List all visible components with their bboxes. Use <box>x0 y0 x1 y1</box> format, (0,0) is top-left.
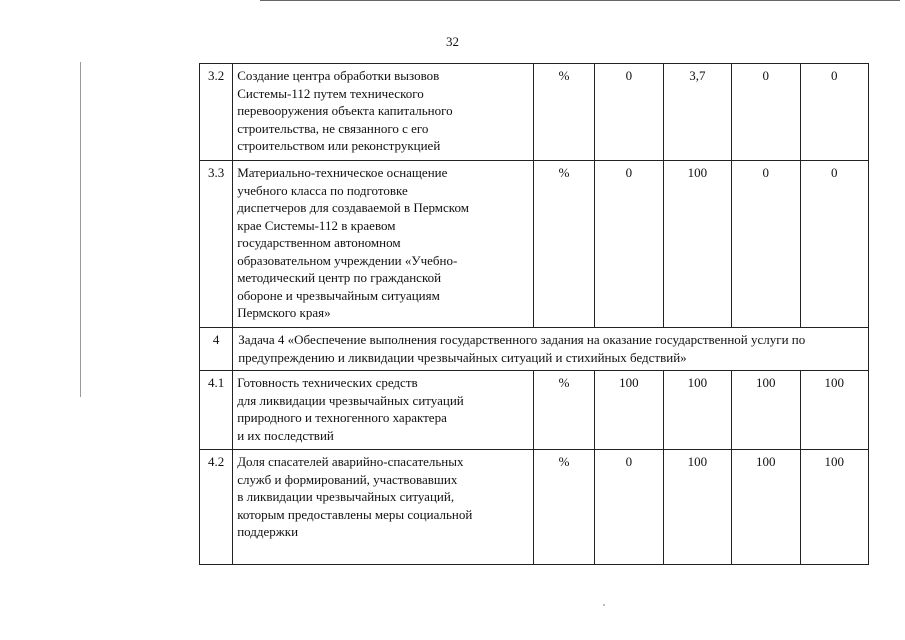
value-cell-3: 100 <box>732 371 800 450</box>
unit-cell: % <box>533 64 594 161</box>
page-number: 32 <box>446 34 459 49</box>
value-cell-2: 100 <box>663 161 731 328</box>
value-cell-2: 100 <box>663 450 731 565</box>
value-cell-1: 0 <box>595 161 663 328</box>
task-number: 4 <box>200 328 233 371</box>
scan-top-edge <box>260 0 900 1</box>
indicator-name: Доля спасателей аварийно-спасательных служб и формирований, участвовавших в ликвидации чрезвычайных ситуаций, которым предоставлены меры социальной поддержки <box>233 450 534 565</box>
scan-margin-line <box>80 62 81 397</box>
value-cell-3: 0 <box>732 64 800 161</box>
table-row <box>200 450 869 565</box>
value-cell-4: 100 <box>800 371 868 450</box>
task-row <box>200 328 869 371</box>
value-cell-1: 0 <box>595 64 663 161</box>
value-cell-3: 100 <box>732 450 800 565</box>
task-title: Задача 4 «Обеспечение выполнения государственного задания на оказание государственной услуги по предупреждению и ликвидации чрезвычайных ситуаций и стихийных бедствий» <box>233 328 869 371</box>
unit-cell: % <box>533 371 594 450</box>
scan-speck <box>603 604 605 606</box>
value-cell-2: 3,7 <box>663 64 731 161</box>
table-row <box>200 371 869 450</box>
row-number: 3.3 <box>200 161 233 328</box>
indicator-name: Готовность технических средств для ликвидации чрезвычайных ситуаций природного и техногенного характера и их последствий <box>233 371 534 450</box>
indicators-table <box>199 63 869 565</box>
table-row <box>200 64 869 161</box>
row-number: 3.2 <box>200 64 233 161</box>
value-cell-4: 100 <box>800 450 868 565</box>
value-cell-1: 0 <box>595 450 663 565</box>
value-cell-2: 100 <box>663 371 731 450</box>
row-number: 4.1 <box>200 371 233 450</box>
unit-cell: % <box>533 161 594 328</box>
indicator-name: Создание центра обработки вызовов Системы-112 путем технического перевооружения объекта капитального строительства, не связанного с его строительством или реконструкцией <box>233 64 534 161</box>
row-number: 4.2 <box>200 450 233 565</box>
value-cell-4: 0 <box>800 161 868 328</box>
table-row <box>200 161 869 328</box>
value-cell-4: 0 <box>800 64 868 161</box>
indicator-name: Материально-техническое оснащение учебного класса по подготовке диспетчеров для создаваемой в Пермском крае Системы-112 в краевом государственном автономном образовательном учреждении «Учебно- методический центр по гражданской обороне и чрезвычайным ситуациям Пермского края» <box>233 161 534 328</box>
value-cell-3: 0 <box>732 161 800 328</box>
value-cell-1: 100 <box>595 371 663 450</box>
unit-cell: % <box>533 450 594 565</box>
